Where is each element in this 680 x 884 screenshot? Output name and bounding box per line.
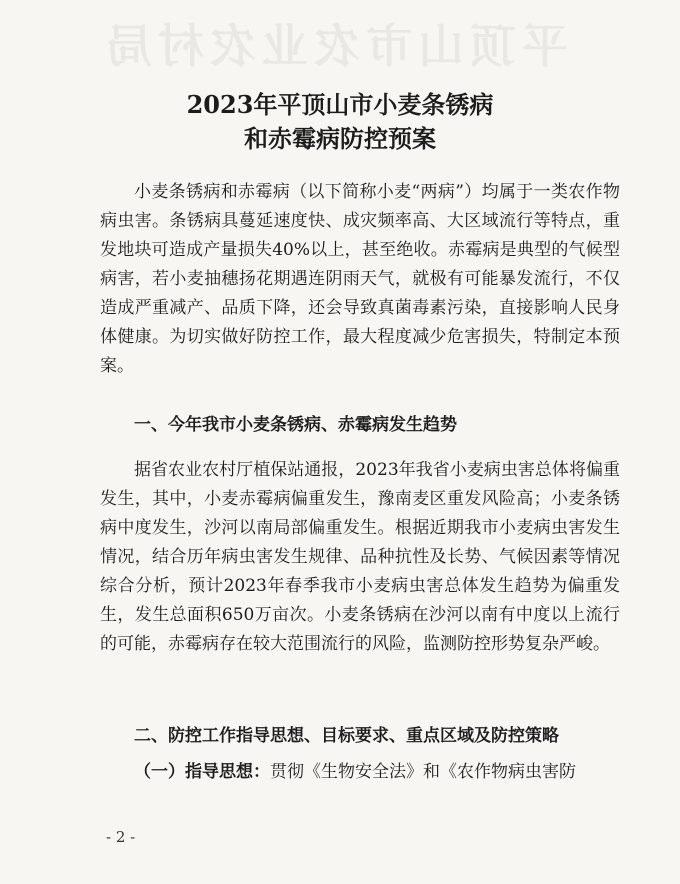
intro-paragraph: 小麦条锈病和赤霉病（以下简称小麦“两病”）均属于一类农作物病虫害。条锈病具蔓延速度快、成灾频率高、大区域流行等特点，重发地块可造成产量损失40%以上，甚至绝收。赤霉病是典型的气候型病害，若小麦抽穗扬花期遇连阴雨天气，就极有可能暴发流行，不仅造成严重减产、品质下降，还会导致真菌毒素污染，直接影响人民身体健康。为切实做好防控工作，最大程度减少危害损失，特制定本预案。 xyxy=(100,182,620,376)
section1-paragraph: 据省农业农村厅植保站通报，2023年我省小麦病虫害总体将偏重发生，其中，小麦赤霉病偏重发生，豫南麦区重发风险高；小麦条锈病中度发生，沙河以南局部偏重发生。根据近期我市小麦病虫害发生情况，结合历年病虫害发生规律、品种抗性及长势、气候因素等情况综合分析，预计2023年春季我市小麦病虫害总体发生趋势为偏重发生，发生总面积650万亩次。小麦条锈病在沙河以南有中度以上流行的可能，赤霉病存在较大范围流行的风险，监测防控形势复杂严峻。 xyxy=(100,460,620,654)
document-title-line2: 和赤霉病防控预案 xyxy=(244,124,436,153)
subsection1-lead: （一）指导思想： xyxy=(134,762,270,782)
section2-subsection1 xyxy=(100,758,640,787)
section1-heading: 一、今年我市小麦条锈病、赤霉病发生趋势 xyxy=(134,415,457,435)
subsection1-text: 贯彻《生物安全法》和《农作物病虫害防 xyxy=(270,762,576,782)
document-title-line1: 2023年平顶山市小麦条锈病 xyxy=(186,90,494,119)
reverse-letterhead-bleed: 平顶山市农业农村局 xyxy=(100,19,568,73)
page-number: - 2 - xyxy=(106,828,136,846)
section2-heading: 二、防控工作指导思想、目标要求、重点区域及防控策略 xyxy=(134,726,559,746)
